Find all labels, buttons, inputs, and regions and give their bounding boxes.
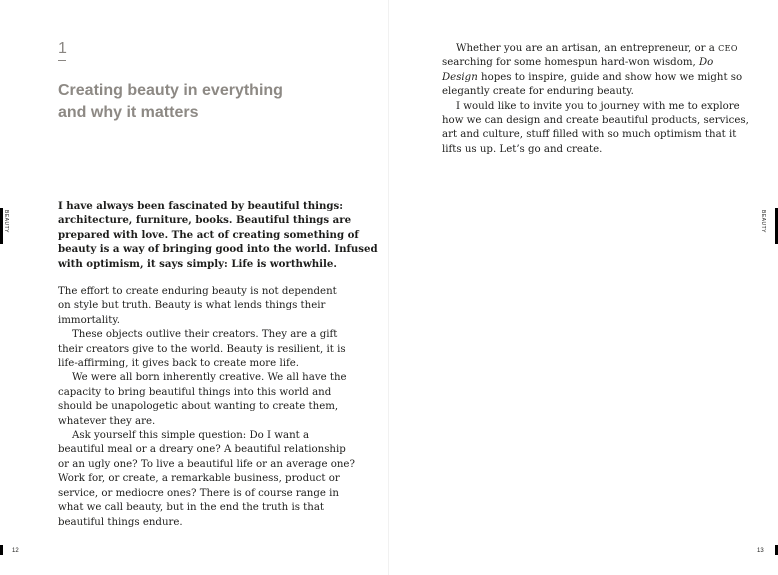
lead-line: with optimism, it says simply: Life is worthwhile. bbox=[58, 257, 337, 270]
body-line: should be unapologetic about wanting to create them, bbox=[58, 401, 339, 413]
body-line-text: Whether you are an artisan, an entrepreneur, or a bbox=[456, 43, 719, 54]
side-tab-left bbox=[0, 208, 10, 244]
page-number-left: 12 bbox=[12, 548, 19, 554]
body-line: or an ugly one? To live a beautiful life or an average one? bbox=[58, 458, 355, 470]
side-tab-label: BEAUTY bbox=[760, 210, 766, 234]
body-text-right bbox=[442, 42, 749, 157]
book-title-do: Do bbox=[698, 57, 714, 69]
body-line: beautiful things endure. bbox=[58, 516, 183, 528]
body-line: These objects outlive their creators. They are a gift bbox=[72, 329, 338, 341]
chapter-number: 1 bbox=[58, 40, 67, 57]
body-line: whatever they are. bbox=[58, 415, 156, 427]
acronym-ceo: CEO bbox=[718, 44, 738, 53]
body-line: We were all born inherently creative. We all have the bbox=[72, 372, 347, 384]
body-line bbox=[442, 71, 743, 85]
lead-line: prepared with love. The act of creating something of bbox=[58, 228, 359, 241]
book-title-design: Design bbox=[442, 71, 478, 83]
folio-mark-left bbox=[0, 545, 3, 555]
body-line: Work for, or create, a remarkable business, product or bbox=[58, 473, 340, 485]
body-line: The effort to create enduring beauty is not dependent bbox=[58, 286, 337, 297]
body-line: what we call beauty, but in the end the truth is that bbox=[58, 502, 324, 514]
lead-line: beauty is a way of bringing good into the world. Infused bbox=[58, 243, 378, 256]
body-line: capacity to bring beautiful things into this world and bbox=[58, 386, 332, 398]
body-line: their creators give to the world. Beauty is resilient, it is bbox=[58, 343, 346, 355]
body-paragraph bbox=[442, 100, 749, 158]
side-tab-right bbox=[758, 208, 768, 244]
lead-paragraph bbox=[58, 199, 378, 271]
body-line: Ask yourself this simple question: Do I want a bbox=[72, 430, 310, 442]
body-line: searching for some homespun hard-won wisdom, Do bbox=[442, 57, 714, 69]
side-tab-label: BEAUTY bbox=[3, 210, 9, 234]
chapter-title-line: Creating beauty in everything bbox=[58, 82, 283, 99]
body-line: life-affirming, it gives back to create more life. bbox=[58, 358, 299, 370]
body-line: I would like to invite you to journey with me to explore bbox=[456, 100, 740, 112]
body-line: beautiful meal or a dreary one? A beautiful relationship bbox=[58, 444, 346, 456]
body-line: elegantly create for enduring beauty. bbox=[442, 86, 634, 98]
body-line: how we can design and create beautiful products, services, bbox=[442, 115, 749, 127]
body-line: service, or mediocre ones? There is of course range in bbox=[58, 487, 339, 499]
chapter-title-line: and why it matters bbox=[58, 103, 199, 121]
chapter-title bbox=[58, 80, 358, 123]
body-line: lifts us up. Let’s go and create. bbox=[442, 143, 603, 155]
body-line: on style but truth. Beauty is what lends things their bbox=[58, 300, 326, 312]
lead-line: I have always been fascinated by beautiful things: bbox=[58, 200, 344, 212]
page-number-right: 13 bbox=[757, 548, 764, 554]
body-line-text: hopes to inspire, guide and show how we might so bbox=[477, 71, 743, 83]
lead-line: architecture, furniture, books. Beautiful things are bbox=[58, 214, 352, 227]
gutter bbox=[388, 0, 389, 575]
chapter-rule bbox=[58, 60, 66, 61]
body-line: art and culture, stuff filled with so much optimism that it bbox=[442, 129, 737, 141]
body-line bbox=[442, 42, 738, 56]
body-line: immortality. bbox=[58, 314, 120, 326]
body-text-left bbox=[58, 285, 358, 530]
